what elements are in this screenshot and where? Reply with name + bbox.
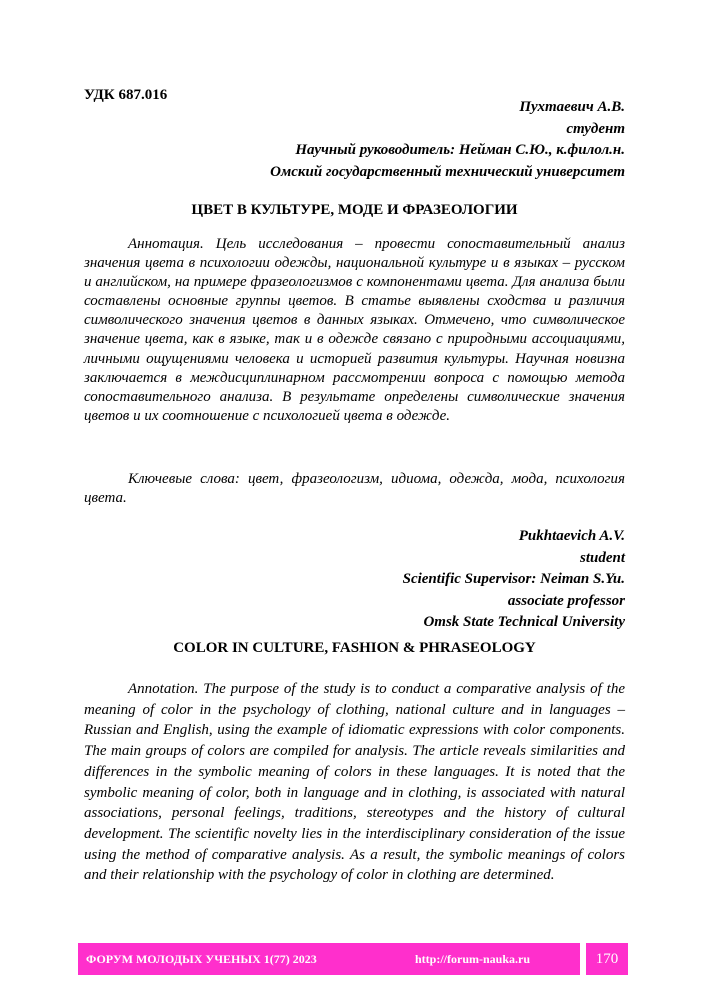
english-author-block: [403, 526, 625, 634]
journal-name: ФОРУМ МОЛОДЫХ УЧЕНЫХ 1(77) 2023: [86, 951, 317, 966]
english-title: COLOR IN CULTURE, FASHION & PHRASEOLOGY: [173, 640, 536, 656]
affiliation: Omsk State Technical University: [423, 614, 625, 631]
supervisor: Scientific Supervisor: Neiman S.Yu.: [402, 571, 625, 588]
udk-code: УДК 687.016: [84, 87, 168, 103]
page-footer: [78, 943, 628, 975]
author-role: студент: [566, 120, 625, 137]
author-name: Pukhtaevich A.V.: [518, 528, 625, 544]
author-name: Пухтаевич А.В.: [519, 99, 625, 115]
russian-title: ЦВЕТ В КУЛЬТУРЕ, МОДЕ И ФРАЗЕОЛОГИИ: [191, 202, 518, 218]
russian-keywords: Ключевые слова: цвет, фразеологизм, идиома, одежда, мода, психология цвета.: [84, 471, 625, 507]
supervisor-title: associate professor: [507, 592, 625, 609]
english-abstract: Annotation. The purpose of the study is to conduct a comparative analysis of the meaning of color in the psychology of clothing, national culture and in languages – Russian and English, using the example of idiomatic expressions with color components. The main groups of colors are compiled for analysis. The article reveals similarities and differences in the symbolic meaning of colors in these languages. It is noted that the symbolic meaning of color, both in language and in clothing, is associated with natural associations, personal feelings, traditions, stereotypes and the history of cultural development. The scientific novelty lies in the interdisciplinary consideration of the issue using the method of comparative analysis. As a result, the symbolic meanings of colors and their relationship with the psychology of color in clothing are determined.: [84, 681, 625, 884]
journal-url[interactable]: http://forum-nauka.ru: [415, 951, 531, 966]
russian-author-block: [270, 97, 625, 183]
russian-abstract: Аннотация. Цель исследования – провести сопоставительный анализ значения цвета в психологии одежды, национальной культуре и в языках – русском и английском, на примере фразеологизмов с компонентами цвета. Для анализа были составлены основные группы цветов. В статье выявлены сходства и различия символического значения цветов в данных языках. Отмечено, что символическое значение цвета, как в языке, так и в одежде связано с природными ассоциациями, личными ощущениями человека и историей развития культуры. Научная новизна заключается в междисциплинарном рассмотрении вопроса с помощью метода сопоставительного анализа. В результате определены символические значения цветов и их соотношение с психологией цвета в одежде.: [84, 236, 625, 424]
page-number: 170: [595, 950, 619, 967]
affiliation: Омский государственный технический университет: [270, 163, 625, 180]
supervisor: Научный руководитель: Нейман С.Ю., к.филол.н.: [295, 142, 625, 159]
author-role: student: [579, 549, 625, 566]
